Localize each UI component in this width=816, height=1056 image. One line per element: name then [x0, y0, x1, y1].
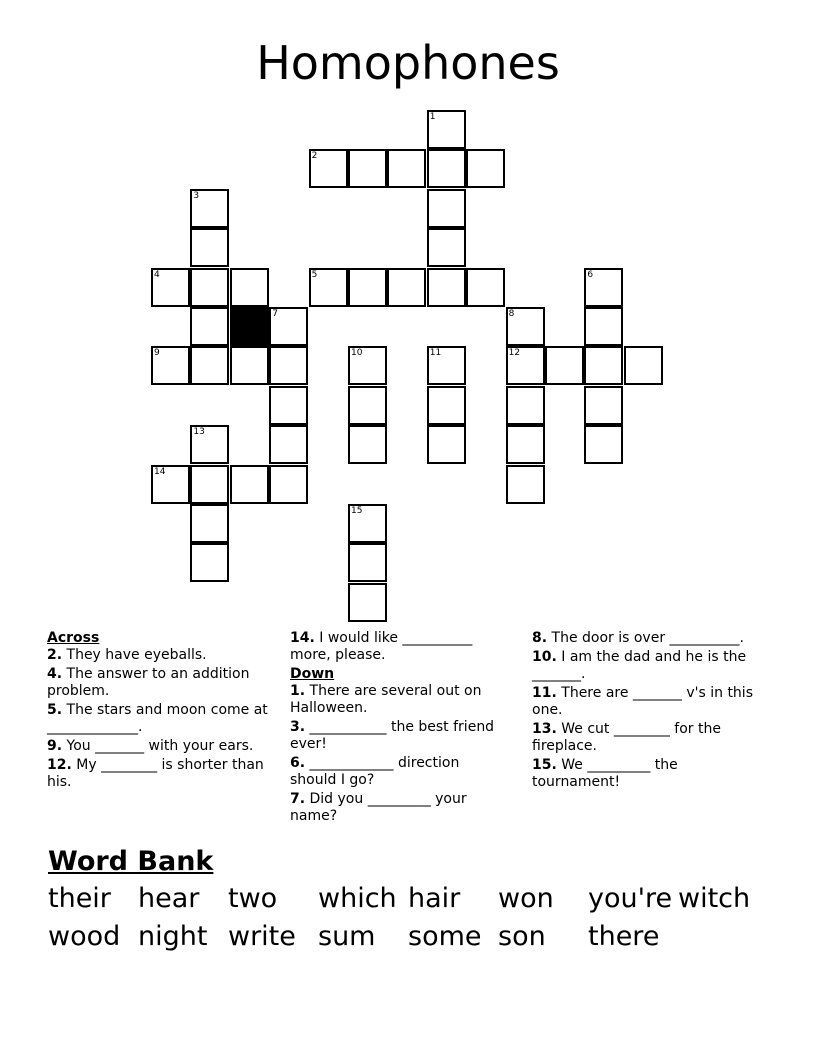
cell-number: 10 — [351, 348, 363, 359]
grid-cell[interactable] — [190, 425, 229, 464]
grid-cell[interactable] — [427, 149, 466, 188]
page-title: Homophones — [256, 36, 560, 90]
word-bank-word: witch — [678, 883, 751, 914]
clue-down: 3. ___________ the best friend ever! — [290, 719, 495, 752]
cell-number: 12 — [508, 348, 521, 359]
grid-cell[interactable] — [506, 425, 545, 464]
grid-cell[interactable] — [190, 504, 229, 543]
grid-cell[interactable] — [387, 149, 426, 188]
grid-cell[interactable] — [387, 268, 426, 307]
grid-cell[interactable] — [269, 465, 308, 504]
grid-cell[interactable] — [427, 268, 466, 307]
cell-number: 9 — [154, 348, 160, 359]
grid-cell[interactable] — [427, 228, 466, 267]
cell-number: 5 — [311, 269, 318, 280]
grid-cell[interactable] — [348, 149, 387, 188]
grid-cell[interactable] — [190, 465, 229, 504]
grid-cell[interactable] — [348, 386, 387, 425]
grid-cell[interactable] — [348, 346, 387, 385]
cell-number: 7 — [272, 309, 278, 319]
grid-cell[interactable] — [545, 346, 584, 385]
grid-cell[interactable] — [309, 268, 348, 307]
grid-cell[interactable] — [230, 268, 269, 307]
clue-across: 5. The stars and moon come at _____________. — [47, 702, 268, 735]
grid-cell[interactable] — [269, 386, 308, 425]
word-bank-word: you're — [588, 883, 673, 914]
grid-cell[interactable] — [584, 425, 623, 464]
word-bank-word: two — [228, 883, 278, 914]
grid-cell[interactable] — [584, 346, 623, 385]
grid-cell[interactable] — [151, 346, 190, 385]
clue-across: 4. The answer to an addition problem. — [47, 666, 250, 699]
grid-cell[interactable] — [151, 268, 190, 307]
word-bank-word: hear — [138, 883, 200, 914]
word-bank-word: some — [408, 921, 482, 952]
word-bank-word: wood — [48, 921, 121, 952]
grid-cell[interactable] — [584, 307, 623, 346]
grid-cell[interactable] — [269, 307, 308, 346]
clue-down: 1. There are several out on Halloween. — [290, 683, 482, 716]
grid-cell[interactable] — [348, 583, 387, 622]
grid-cell[interactable] — [506, 386, 545, 425]
grid-cell[interactable] — [190, 543, 229, 582]
word-bank-word: night — [138, 921, 208, 952]
black-cell — [230, 307, 269, 346]
grid-cell[interactable] — [309, 149, 348, 188]
word-bank-row-2 — [48, 921, 768, 952]
grid-cell[interactable] — [151, 465, 190, 504]
word-bank-word: which — [318, 883, 397, 914]
word-bank-word: sum — [318, 921, 376, 952]
clue-across: 12. My ________ is shorter than his. — [47, 757, 264, 790]
word-bank-row-1 — [48, 883, 768, 914]
cell-number: 8 — [508, 309, 515, 319]
word-bank-word: their — [48, 883, 111, 914]
clue-down: 8. The door is over __________. — [532, 630, 744, 646]
grid-cell[interactable] — [348, 425, 387, 464]
grid-cell[interactable] — [348, 268, 387, 307]
grid-cell[interactable] — [230, 465, 269, 504]
cell-number: 11 — [429, 348, 442, 359]
clue-down: 11. There are _______ v's in this one. — [532, 685, 753, 718]
clue-down: 13. We cut ________ for the fireplace. — [532, 721, 721, 754]
grid-cell[interactable] — [624, 346, 663, 385]
grid-cell[interactable] — [466, 268, 505, 307]
word-bank-word: won — [498, 883, 554, 914]
clue-across: 2. They have eyeballs. — [47, 647, 207, 663]
cell-number: 3 — [193, 190, 200, 201]
clue-down: 15. We _________ the tournament! — [532, 757, 678, 790]
grid-cell[interactable] — [348, 543, 387, 582]
cell-number: 1 — [429, 112, 436, 122]
grid-cell[interactable] — [269, 346, 308, 385]
grid-cell[interactable] — [427, 425, 466, 464]
grid-cell[interactable] — [190, 189, 229, 228]
cell-number: 2 — [311, 151, 318, 162]
grid-cell[interactable] — [190, 307, 229, 346]
word-bank-word: there — [588, 921, 660, 952]
clue-across: 14. I would like __________ more, please. — [290, 630, 473, 663]
grid-cell[interactable] — [506, 465, 545, 504]
cell-number: 13 — [193, 427, 205, 438]
grid-cell[interactable] — [427, 346, 466, 385]
grid-cell[interactable] — [427, 386, 466, 425]
clue-down: 10. I am the dad and he is the _______. — [532, 649, 747, 682]
clue-down: 6. ____________ direction should I go? — [290, 755, 460, 788]
down-heading: Down — [290, 666, 335, 682]
grid-cell[interactable] — [190, 268, 229, 307]
grid-cell[interactable] — [348, 504, 387, 543]
word-bank-word: write — [228, 921, 296, 952]
word-bank-word: son — [498, 921, 546, 952]
cell-number: 14 — [154, 466, 166, 477]
clue-across: 9. You _______ with your ears. — [47, 738, 254, 754]
grid-cell[interactable] — [269, 425, 308, 464]
cell-number: 4 — [154, 269, 160, 280]
cell-number: 15 — [351, 506, 363, 516]
grid-cell[interactable] — [584, 268, 623, 307]
word-bank-word: hair — [408, 883, 461, 914]
grid-cell[interactable] — [506, 307, 545, 346]
grid-cell[interactable] — [427, 110, 466, 149]
clues-column-2 — [290, 630, 510, 827]
clue-down: 7. Did you _________ your name? — [290, 791, 467, 824]
grid-cell[interactable] — [190, 346, 229, 385]
word-bank-title: Word Bank — [48, 846, 214, 877]
clues-column-1 — [47, 630, 269, 793]
cell-number: 6 — [587, 269, 594, 280]
across-heading: Across — [47, 630, 100, 646]
grid-cell[interactable] — [190, 228, 229, 267]
grid-cell[interactable] — [230, 346, 269, 385]
grid-cell[interactable] — [427, 189, 466, 228]
grid-cell[interactable] — [584, 386, 623, 425]
grid-cell[interactable] — [506, 346, 545, 385]
grid-cell[interactable] — [466, 149, 505, 188]
clues-column-3 — [532, 630, 757, 793]
